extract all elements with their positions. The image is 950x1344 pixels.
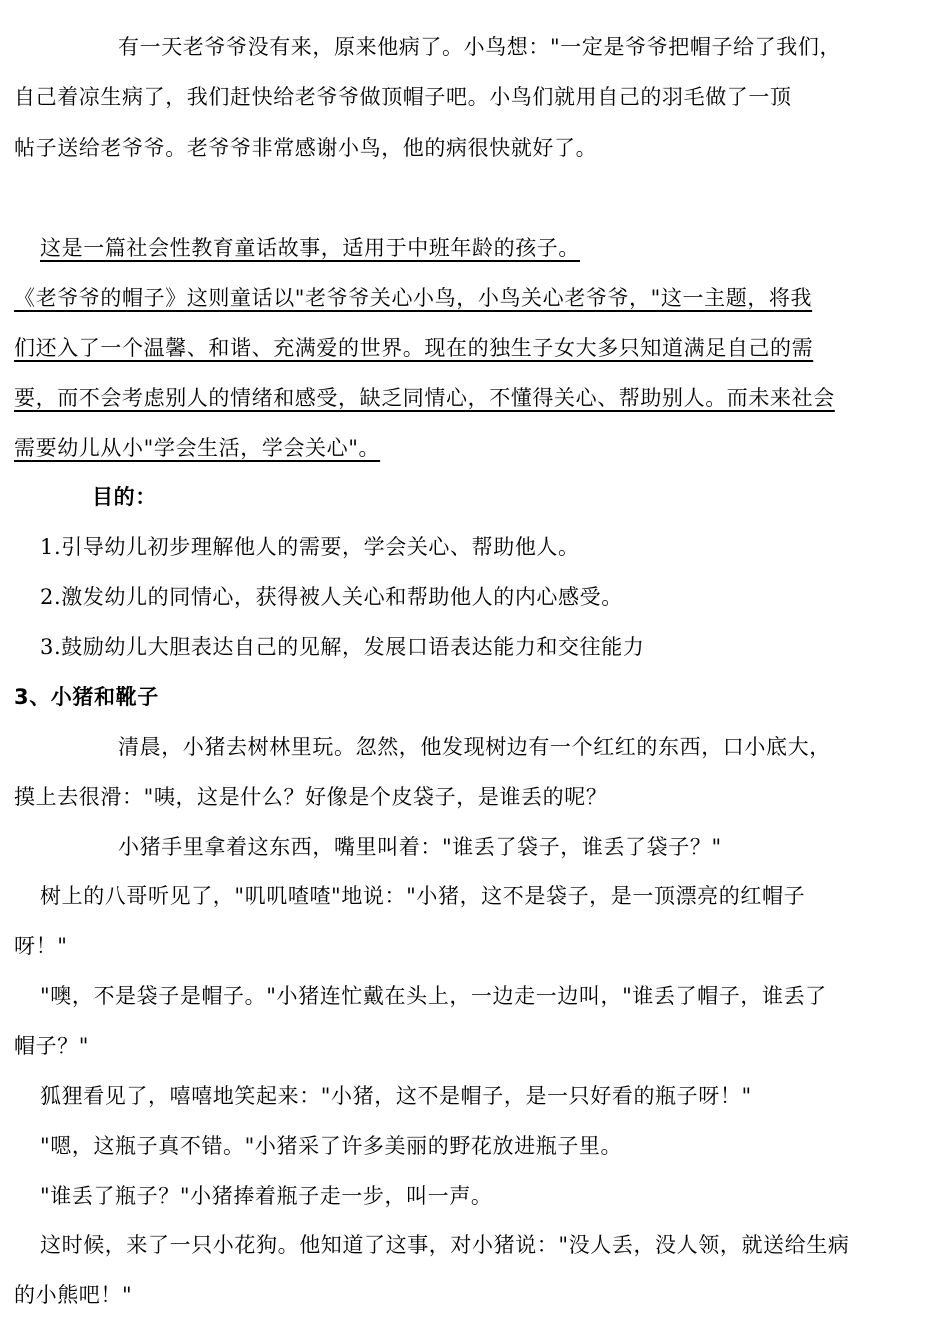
text-line: 3.鼓励幼儿大胆表达自己的见解，发展口语表达能力和交往能力 bbox=[40, 635, 645, 659]
text-line: 帖子送给老爷爷。老爷爷非常感谢小鸟，他的病很快就好了。 bbox=[14, 136, 598, 160]
text-line: 自己着凉生病了，我们赶快给老爷爷做顶帽子吧。小鸟们就用自己的羽毛做了一顶 bbox=[14, 85, 792, 109]
text-line: 1.引导幼儿初步理解他人的需要，学会关心、帮助他人。 bbox=[40, 535, 580, 559]
text-line: 帽子？" bbox=[14, 1034, 90, 1058]
text-line: "嗯，这瓶子真不错。"小猪采了许多美丽的野花放进瓶子里。 bbox=[40, 1134, 623, 1158]
section-heading: 3、小猪和靴子 bbox=[14, 685, 159, 709]
text-line: 小猪手里拿着这东西，嘴里叫着："谁丢了袋子，谁丢了袋子？" bbox=[118, 835, 722, 859]
text-line: 需要幼儿从小"学会生活，学会关心"。 bbox=[14, 436, 381, 460]
text-line: 要，而不会考虑别人的情绪和感受，缺乏同情心，不懂得关心、帮助别人。而未来社会 bbox=[14, 386, 835, 410]
text-line: 狐狸看见了，嘻嘻地笑起来："小猪，这不是帽子，是一只好看的瓶子呀！" bbox=[40, 1084, 752, 1108]
objectives-heading: 目的： bbox=[92, 485, 157, 509]
text-line: "噢，不是袋子是帽子。"小猪连忙戴在头上，一边走一边叫，"谁丢了帽子，谁丢了 bbox=[40, 984, 827, 1008]
text-line: 们还入了一个温馨、和谐、充满爱的世界。现在的独生子女大多只知道满足自己的需 bbox=[14, 336, 814, 360]
text-line: 清晨，小猪去树林里玩。忽然，他发现树边有一个红红的东西，口小底大， bbox=[118, 735, 831, 759]
text-line: 树上的八哥听见了，"叽叽喳喳"地说："小猪，这不是袋子，是一顶漂亮的红帽子 bbox=[40, 884, 806, 908]
text-line: 的小熊吧！" bbox=[14, 1283, 133, 1307]
text-line: 呀！" bbox=[14, 934, 68, 958]
text-line: 《老爷爷的帽子》这则童话以"老爷爷关心小鸟，小鸟关心老爷爷，"这一主题，将我 bbox=[14, 286, 813, 310]
text-line: 有一天老爷爷没有来，原来他病了。小鸟想："一定是爷爷把帽子给了我们， bbox=[118, 35, 842, 59]
text-line: 2.激发幼儿的同情心，获得被人关心和帮助他人的内心感受。 bbox=[40, 585, 623, 609]
text-line: 这是一篇社会性教育童话故事，适用于中班年龄的孩子。 bbox=[40, 236, 580, 260]
text-line: 摸上去很滑："咦，这是什么？好像是个皮袋子，是谁丢的呢？ bbox=[14, 785, 608, 809]
text-line: "谁丢了瓶子？"小猪捧着瓶子走一步，叫一声。 bbox=[40, 1184, 493, 1208]
text-line: 这时候，来了一只小花狗。他知道了这事，对小猪说："没人丢，没人领，就送给生病 bbox=[40, 1233, 850, 1257]
